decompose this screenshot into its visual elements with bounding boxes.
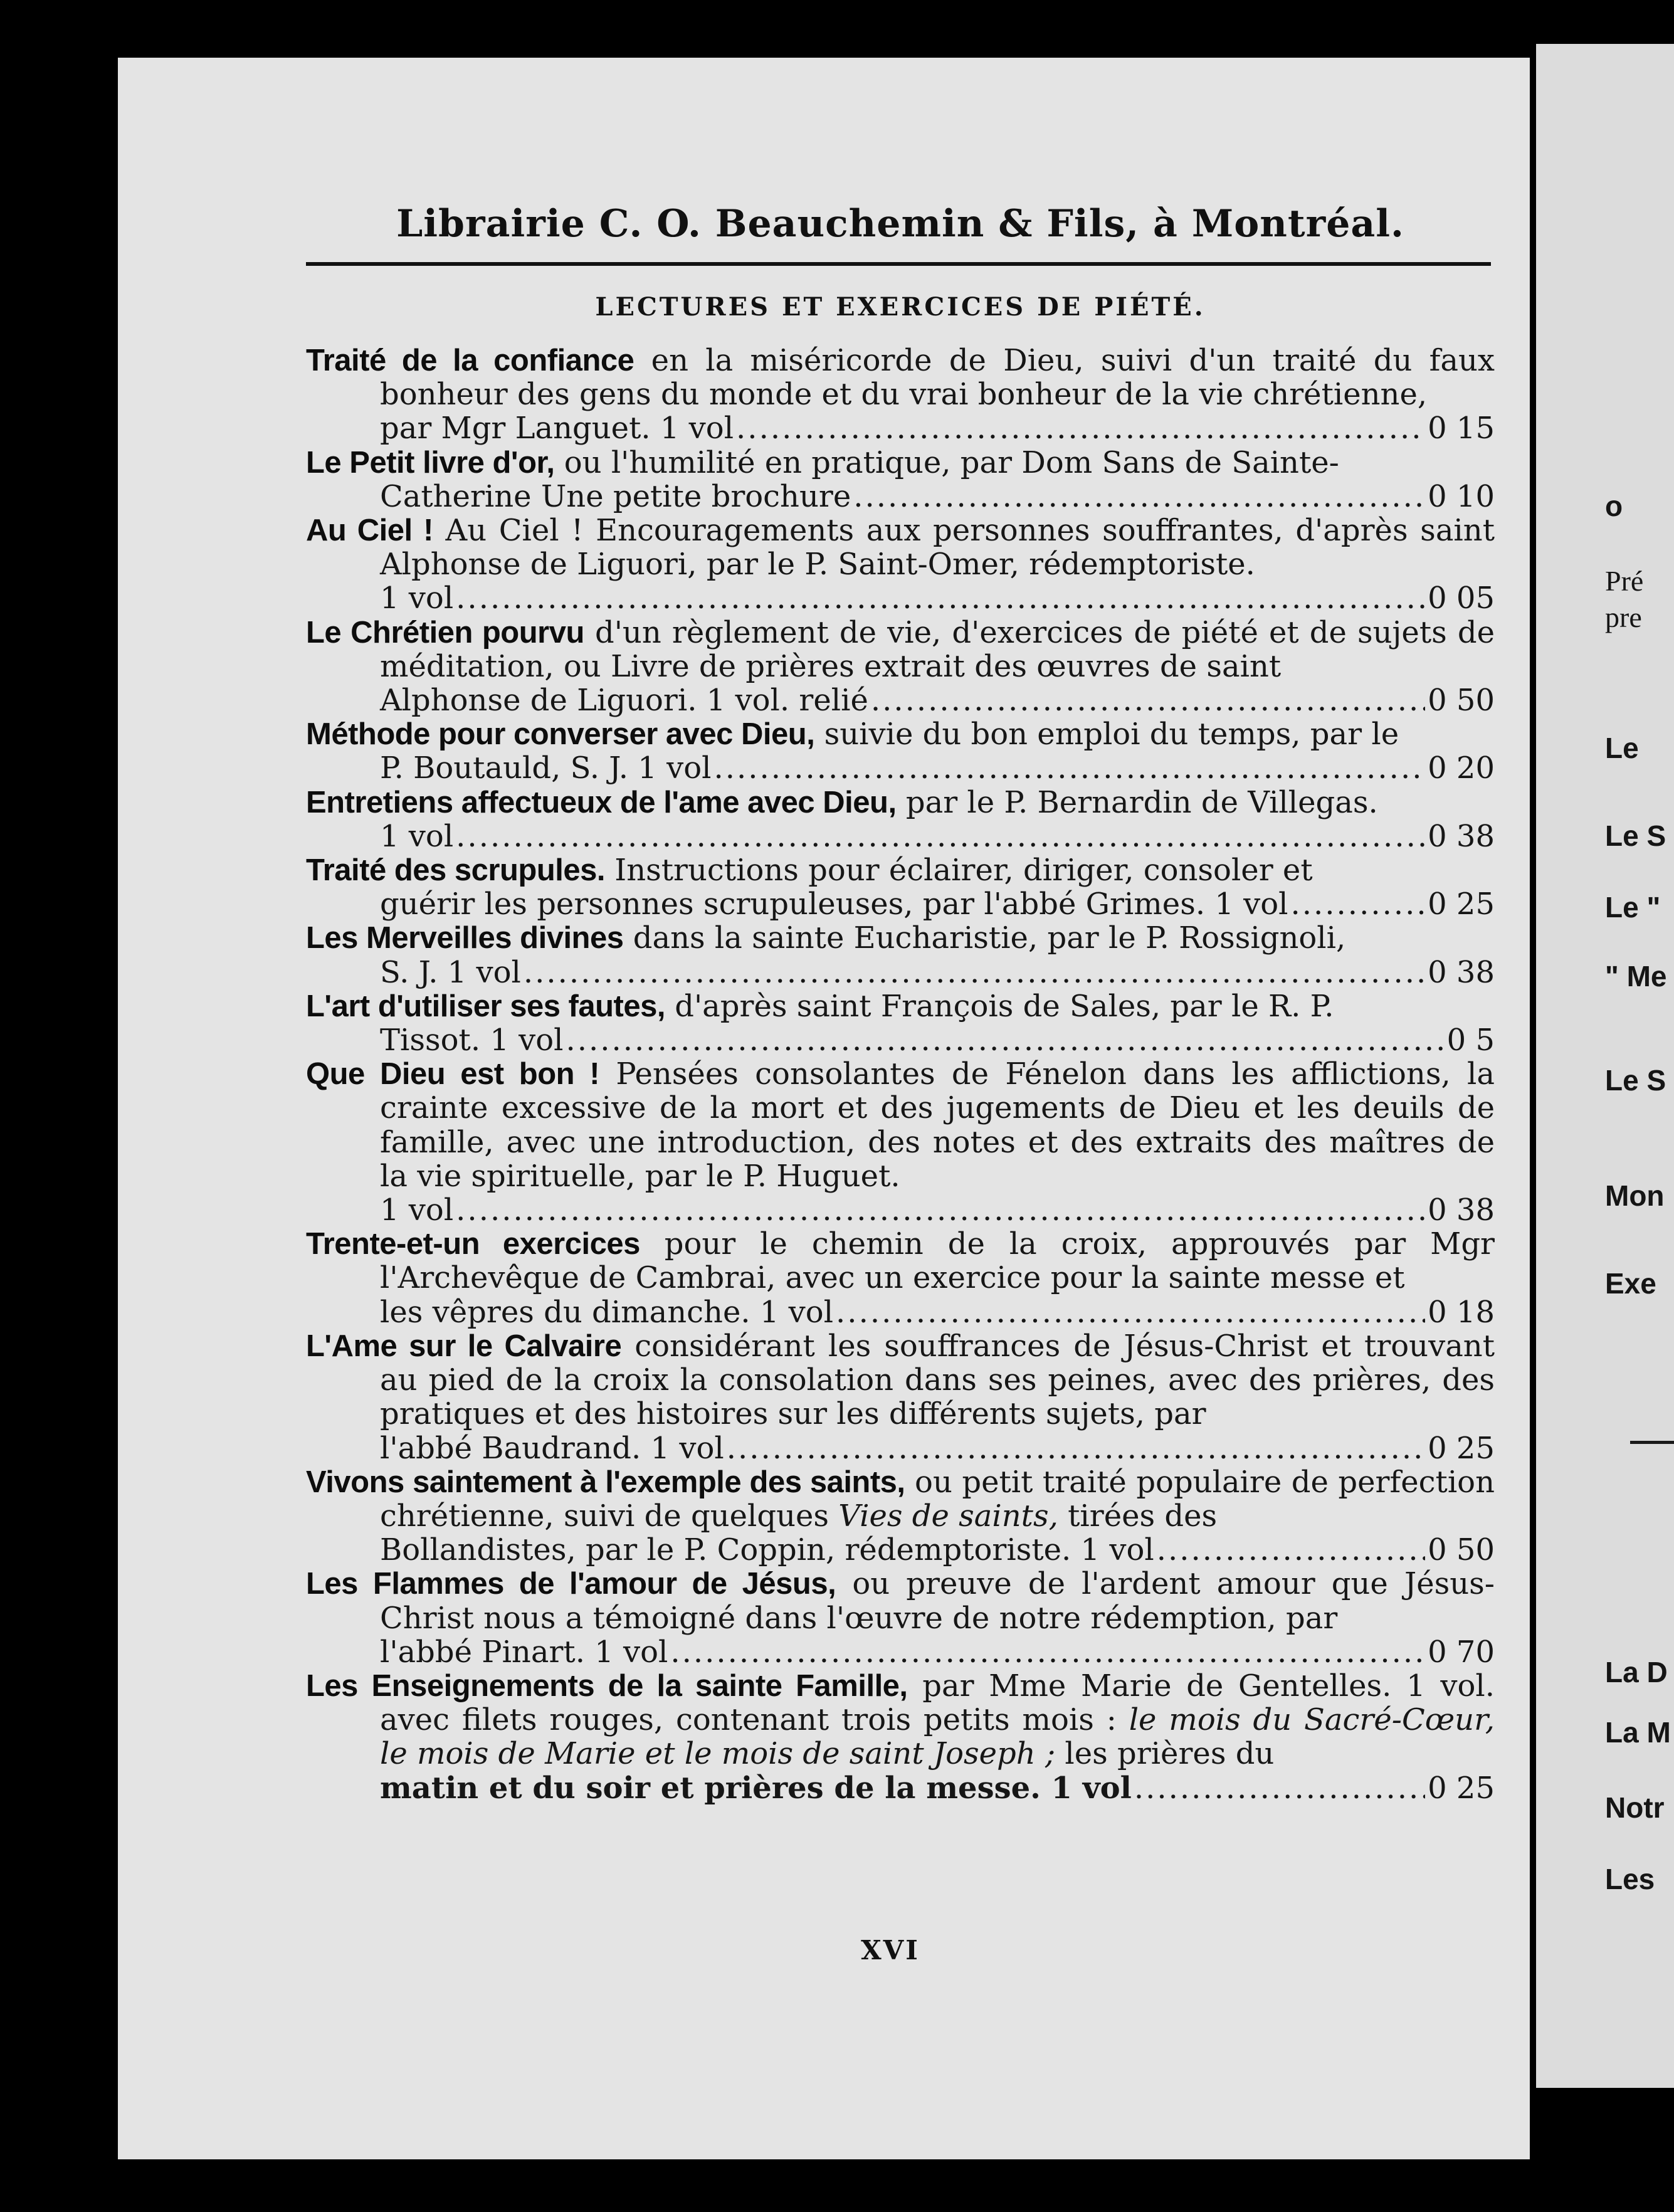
adjacent-fragment: Mon <box>1605 1179 1665 1212</box>
entry-description: considérant les souffrances de Jésus-Christ et trouvant au pied de la croix la consolation dans ses peines, avec des prières, des pratiques et des histoires sur les différents sujets, par <box>380 1328 1495 1432</box>
entry-description: en la miséricorde de Dieu, suivi d'un traité du faux bonheur des gens du monde et du vrai bonheur de la vie chrétienne, <box>380 343 1495 413</box>
entry-price: 0 5 <box>1446 1023 1495 1058</box>
catalog-entry <box>306 717 1495 785</box>
catalog-entry <box>306 446 1495 514</box>
entry-description: Au Ciel ! Encouragements aux personnes souffrantes, d'après saint Alphonse de Liguori, par le P. Saint-Omer, rédemptoriste. <box>380 513 1495 582</box>
entry-volume-info: l'abbé Baudrand. 1 vol <box>380 1430 724 1466</box>
entry-price-line <box>380 1533 1495 1567</box>
entry-price-line <box>380 1771 1495 1805</box>
entry-price-line <box>380 1023 1495 1057</box>
entry-volume-info: S. J. 1 vol <box>380 954 521 990</box>
dot-leader <box>713 751 1425 785</box>
entry-price-line <box>380 411 1495 445</box>
adjacent-fragment: pre <box>1605 601 1642 633</box>
adjacent-fragment: Pré <box>1605 565 1644 597</box>
catalog-entry <box>306 853 1495 921</box>
catalog-entry <box>306 1567 1495 1669</box>
page-number: XVI <box>861 1935 920 1966</box>
adjacent-fragment: La M <box>1605 1716 1671 1749</box>
entry-title: L'Ame sur le Calvaire <box>306 1329 622 1363</box>
entry-price-line <box>380 1635 1495 1669</box>
entry-title: Le Chrétien pourvu <box>306 615 584 650</box>
entry-price-line <box>380 683 1495 717</box>
catalog-entry <box>306 344 1495 446</box>
running-header: Librairie C. O. Beauchemin & Fils, à Montréal. <box>396 202 1404 246</box>
catalog-entry <box>306 921 1495 989</box>
entry-volume-info: 1 vol <box>380 581 454 616</box>
dot-leader <box>566 1023 1445 1057</box>
entry-price-line <box>380 887 1495 921</box>
entry-title: Les Flammes de l'amour de Jésus, <box>306 1567 836 1601</box>
entry-price: 0 10 <box>1428 478 1495 514</box>
catalog-entry <box>306 616 1495 718</box>
catalog-entry <box>306 1669 1495 1805</box>
dot-leader <box>736 411 1425 445</box>
entry-volume-info: Alphonse de Liguori. 1 vol. relié <box>380 683 868 719</box>
entry-price: 0 20 <box>1428 750 1495 786</box>
entry-price-line <box>380 819 1495 853</box>
entry-volume-info: par Mgr Languet. 1 vol <box>380 411 734 446</box>
catalog-entry <box>306 1465 1495 1567</box>
entry-description: pour le chemin de la croix, approuvés par Mgr l'Archevêque de Cambrai, avec un exercice pour la sainte messe et <box>380 1226 1495 1296</box>
dot-leader <box>456 1193 1425 1227</box>
entry-description: ou preuve de l'ardent amour que Jésus-Christ nous a témoigné dans l'œuvre de notre rédemption, par <box>380 1566 1495 1636</box>
dot-leader <box>1134 1771 1425 1805</box>
entry-price-line <box>380 1431 1495 1465</box>
dot-leader <box>456 819 1425 853</box>
adjacent-rule <box>1630 1441 1674 1444</box>
entry-price: 0 05 <box>1428 581 1495 616</box>
entry-price: 0 38 <box>1428 818 1495 854</box>
entry-price: 0 25 <box>1428 1770 1495 1806</box>
adjacent-fragment: " Me <box>1605 960 1667 993</box>
entry-price: 0 25 <box>1428 1430 1495 1466</box>
entry-title: L'art d'utiliser ses fautes, <box>306 989 665 1023</box>
adjacent-fragment: Le <box>1605 732 1639 764</box>
entry-price: 0 50 <box>1428 1532 1495 1568</box>
catalog-entry <box>306 1057 1495 1227</box>
entry-title: Traité des scrupules. <box>306 853 605 888</box>
entry-price: 0 25 <box>1428 887 1495 922</box>
catalog-entry <box>306 1227 1495 1329</box>
adjacent-fragment: o <box>1605 490 1623 522</box>
adjacent-fragment: Notr <box>1605 1791 1665 1824</box>
entry-title: Traité de la confiance <box>306 344 634 377</box>
dot-leader <box>727 1431 1425 1465</box>
entry-volume-info: Bollandistes, par le P. Coppin, rédemptoriste. 1 vol <box>380 1532 1154 1568</box>
header-rule <box>306 262 1491 266</box>
entry-description: d'après saint François de Sales, par le R. P. <box>665 988 1334 1024</box>
dot-leader <box>1291 887 1426 921</box>
entry-volume-info: les vêpres du dimanche. 1 vol <box>380 1294 834 1330</box>
entry-price: 0 50 <box>1428 683 1495 719</box>
entry-description: par le P. Bernardin de Villegas. <box>896 784 1378 820</box>
adjacent-page-edge <box>1536 44 1674 2088</box>
entry-title: Méthode pour converser avec Dieu, <box>306 717 815 752</box>
dot-leader <box>456 581 1425 615</box>
entry-volume-info: guérir les personnes scrupuleuses, par l'abbé Grimes. 1 vol <box>380 887 1288 922</box>
entry-description-cont: les prières du <box>1055 1736 1275 1772</box>
entry-price: 0 15 <box>1428 411 1495 446</box>
entry-title: Les Enseignements de la sainte Famille, <box>306 1668 908 1703</box>
entry-description: dans la sainte Eucharistie, par le P. Rossignoli, <box>623 920 1346 956</box>
catalog-entry <box>306 1329 1495 1465</box>
entry-price-line <box>380 581 1495 615</box>
entry-description: suivie du bon emploi du temps, par le <box>814 717 1399 752</box>
dot-leader <box>853 480 1425 514</box>
entry-price-line <box>380 1193 1495 1227</box>
entry-price: 0 18 <box>1428 1294 1495 1330</box>
entry-title: Que Dieu est bon ! <box>306 1057 600 1092</box>
dot-leader <box>524 956 1425 989</box>
entry-price-line <box>380 956 1495 989</box>
entry-description-cont: tirées des <box>1058 1498 1218 1534</box>
section-title: LECTURES ET EXERCICES DE PIÉTÉ. <box>595 292 1206 322</box>
adjacent-fragment: Le S <box>1605 1064 1666 1097</box>
entry-italic-text: Vies de saints, <box>838 1498 1058 1534</box>
entry-title: Les Merveilles divines <box>306 921 624 956</box>
catalog-entry <box>306 786 1495 853</box>
adjacent-fragment: Exe <box>1605 1267 1656 1300</box>
adjacent-fragment: La D <box>1605 1656 1668 1688</box>
entry-price: 0 38 <box>1428 1193 1495 1228</box>
catalog-entry <box>306 514 1495 616</box>
entry-price: 0 38 <box>1428 954 1495 990</box>
entry-description: d'un règlement de vie, d'exercices de piété et de sujets de méditation, ou Livre de prières extrait des œuvres de saint <box>380 614 1495 684</box>
entry-description: ou l'humilité en pratique, par Dom Sans de Sainte- <box>554 445 1339 480</box>
entry-price: 0 70 <box>1428 1634 1495 1670</box>
entry-price-line <box>380 480 1495 514</box>
entry-description: Pensées consolantes de Fénelon dans les afflictions, la crainte excessive de la mort et des jugements de Dieu et les deuils de famille, avec une introduction, des notes et des extraits des maîtres de la vie spirituelle, par le P. Huguet. <box>380 1056 1495 1194</box>
entry-volume-info: 1 vol <box>380 818 454 854</box>
entry-description: par Mme Marie de Gentelles. 1 vol. avec filets rouges, contenant trois petits mois : <box>380 1668 1495 1738</box>
entry-title: Le Petit livre d'or, <box>306 445 555 480</box>
entry-title: Entretiens affectueux de l'ame avec Dieu, <box>306 785 897 819</box>
catalog-entry <box>306 989 1495 1057</box>
entry-description: ou petit traité populaire de perfection chrétienne, suivi de quelques <box>380 1464 1495 1534</box>
adjacent-fragment: Les <box>1605 1863 1655 1895</box>
entry-description: Instructions pour éclairer, diriger, consoler et <box>605 853 1313 888</box>
entry-volume-info: Tissot. 1 vol <box>380 1023 564 1058</box>
adjacent-fragment: Le " <box>1605 891 1661 924</box>
entry-price-line <box>380 1295 1495 1329</box>
entry-volume-info: Catherine Une petite brochure <box>380 478 851 514</box>
entry-title: Trente-et-un exercices <box>306 1227 640 1261</box>
entry-italic-text: le mois du Sacré-Cœur, le mois de Marie et le mois de saint Joseph ; <box>380 1702 1495 1772</box>
entry-title: Au Ciel ! <box>306 514 433 548</box>
dot-leader <box>670 1635 1425 1669</box>
dot-leader <box>1157 1533 1425 1567</box>
entry-title: Vivons saintement à l'exemple des saints, <box>306 1465 905 1499</box>
entry-volume-info: 1 vol <box>380 1193 454 1228</box>
adjacent-fragment: Le S <box>1605 819 1666 852</box>
entry-price-line <box>380 751 1495 785</box>
entry-volume-info: P. Boutauld, S. J. 1 vol <box>380 750 712 786</box>
dot-leader <box>836 1295 1425 1329</box>
entry-volume-info: l'abbé Pinart. 1 vol <box>380 1634 668 1670</box>
dot-leader <box>871 683 1425 717</box>
catalog-listing <box>306 344 1495 1805</box>
entry-volume-info: matin et du soir et prières de la messe. 1 vol <box>380 1770 1132 1806</box>
